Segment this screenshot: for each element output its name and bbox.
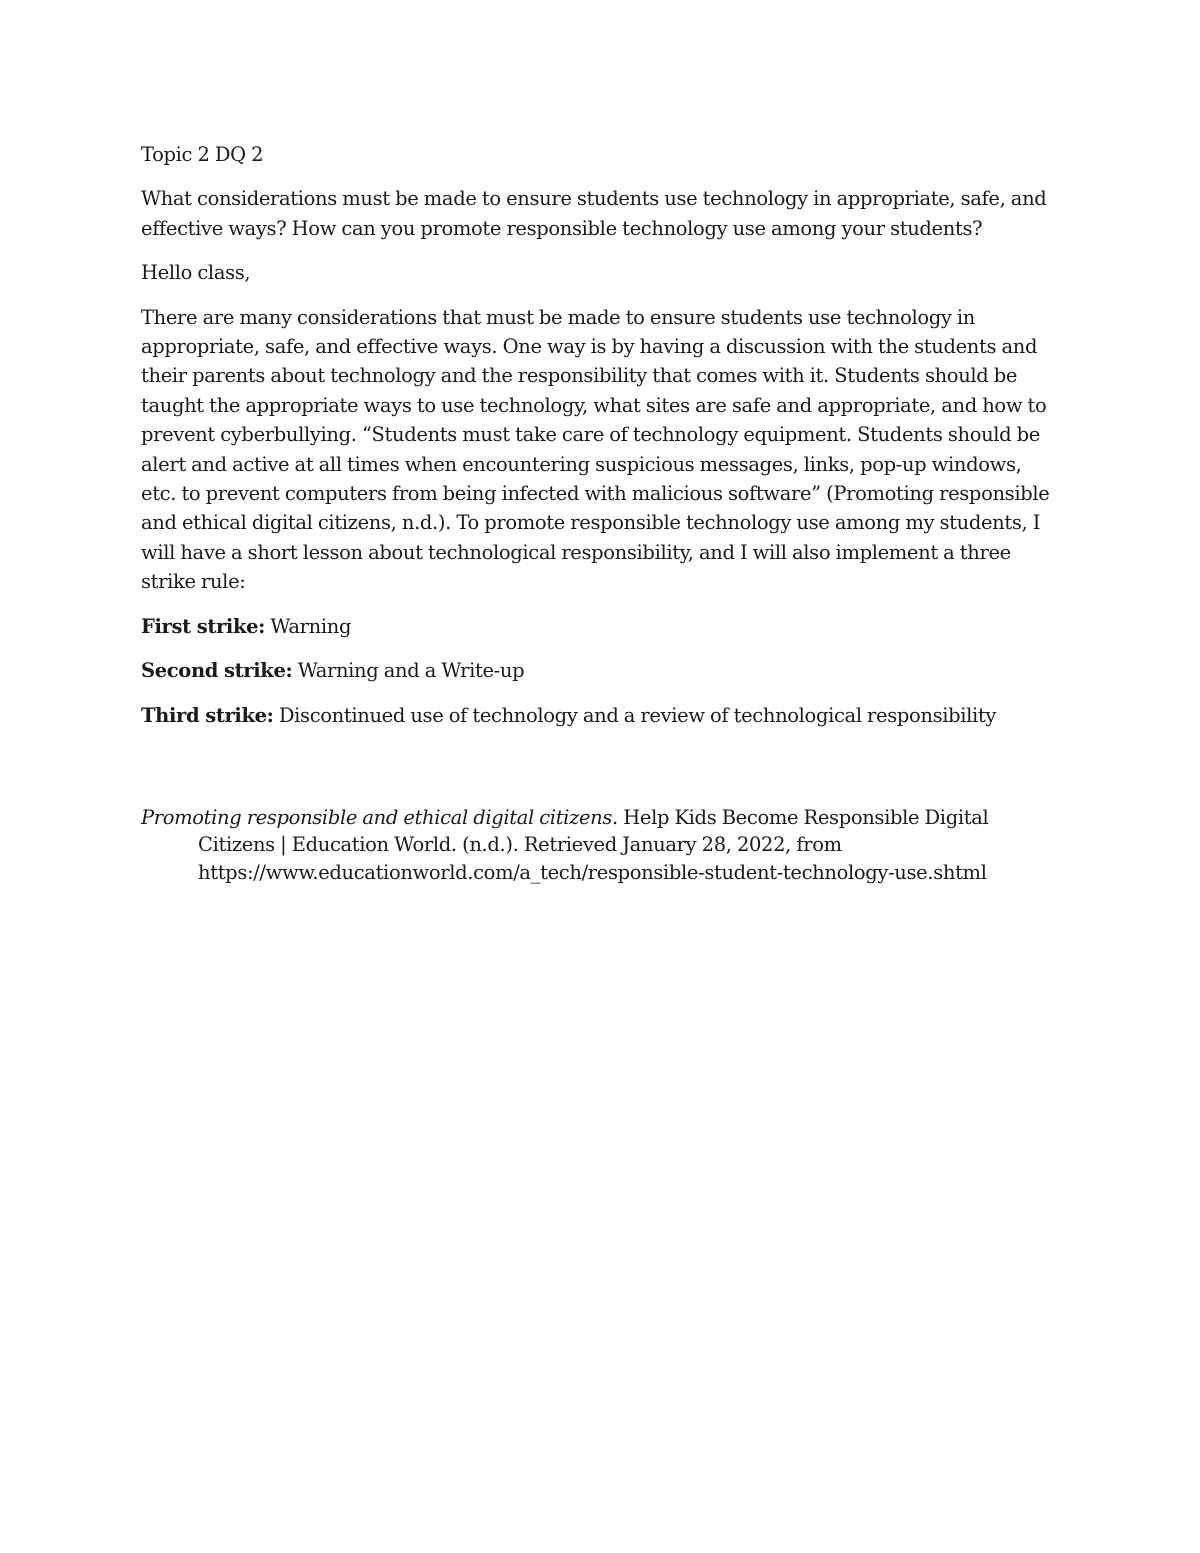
- discussion-question: What considerations must be made to ensure students use technology in appropriate, safe, and effective ways? How can you promote responsible technology use among your students?: [141, 187, 1047, 240]
- document-content: [141, 140, 1061, 886]
- strike-text: Warning and a Write-up: [292, 659, 525, 683]
- strike-item-third: [141, 701, 1061, 730]
- strike-item-second: [141, 656, 1061, 685]
- reference-title: Promoting responsible and ethical digital citizens: [141, 805, 613, 829]
- strike-text: Discontinued use of technology and a review of technological responsibility: [273, 703, 997, 727]
- strike-item-first: [141, 612, 1061, 641]
- strike-label: First strike:: [141, 614, 266, 638]
- strike-label: Second strike:: [141, 659, 293, 683]
- strike-label: Third strike:: [141, 703, 274, 727]
- reference-entry: [141, 804, 1061, 887]
- reference-details: . Help Kids Become Responsible Digital Citizens | Education World. (n.d.). Retrieved January 28, 2022, from https://www.educationworld.com/a_tech/responsible-student-technology-use.shtml: [198, 805, 989, 884]
- greeting: Hello class,: [141, 261, 251, 285]
- strike-text: Warning: [265, 614, 352, 638]
- body-paragraph: There are many considerations that must be made to ensure students use technology in appropriate, safe, and effective ways. One way is by having a discussion with the students and their parents about technology and the responsibility that comes with it. Students should be taught the appropriate ways to use technology, what sites are safe and appropriate, and how to prevent cyberbullying. “Students must take care of technology equipment. Students should be alert and active at all times when encountering suspicious messages, links, pop-up windows, etc. to prevent computers from being infected with malicious software” (Promoting responsible and ethical digital citizens, n.d.). To promote responsible technology use among my students, I will have a short lesson about technological responsibility, and I will also implement a three strike rule:: [141, 305, 1050, 594]
- document-heading: Topic 2 DQ 2: [141, 143, 264, 166]
- spacer: [141, 745, 1061, 804]
